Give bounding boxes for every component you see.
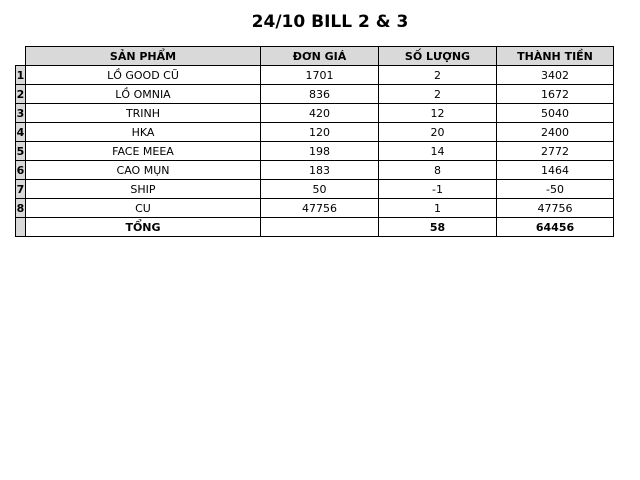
qty-cell: 20 bbox=[379, 123, 497, 142]
row-index: 2 bbox=[16, 85, 26, 104]
header-total: THÀNH TIỀN bbox=[497, 47, 614, 66]
row-index: 4 bbox=[16, 123, 26, 142]
total-cell: 3402 bbox=[497, 66, 614, 85]
qty-cell: -1 bbox=[379, 180, 497, 199]
qty-cell: 1 bbox=[379, 199, 497, 218]
product-cell: SHIP bbox=[26, 180, 261, 199]
footer-index-cell bbox=[16, 218, 26, 237]
price-cell: 47756 bbox=[261, 199, 379, 218]
row-index: 5 bbox=[16, 142, 26, 161]
footer-price bbox=[261, 218, 379, 237]
qty-cell: 8 bbox=[379, 161, 497, 180]
table-row bbox=[16, 66, 614, 85]
table-row bbox=[16, 123, 614, 142]
footer-qty: 58 bbox=[379, 218, 497, 237]
row-index: 7 bbox=[16, 180, 26, 199]
table-row bbox=[16, 161, 614, 180]
total-cell: 2400 bbox=[497, 123, 614, 142]
header-price: ĐƠN GIÁ bbox=[261, 47, 379, 66]
product-cell: HKA bbox=[26, 123, 261, 142]
qty-cell: 14 bbox=[379, 142, 497, 161]
qty-cell: 2 bbox=[379, 66, 497, 85]
header-qty: SỐ LƯỢNG bbox=[379, 47, 497, 66]
table-row bbox=[16, 142, 614, 161]
bill-table bbox=[15, 46, 614, 237]
product-cell: CAO MỤN bbox=[26, 161, 261, 180]
product-cell: LỒ OMNIA bbox=[26, 85, 261, 104]
qty-cell: 12 bbox=[379, 104, 497, 123]
table-row bbox=[16, 104, 614, 123]
price-cell: 1701 bbox=[261, 66, 379, 85]
corner-cell bbox=[16, 47, 26, 66]
qty-cell: 2 bbox=[379, 85, 497, 104]
table-row bbox=[16, 85, 614, 104]
total-cell: -50 bbox=[497, 180, 614, 199]
row-index: 1 bbox=[16, 66, 26, 85]
total-cell: 5040 bbox=[497, 104, 614, 123]
table-row bbox=[16, 180, 614, 199]
row-index: 6 bbox=[16, 161, 26, 180]
product-cell: LỒ GOOD CŨ bbox=[26, 66, 261, 85]
footer-total: 64456 bbox=[497, 218, 614, 237]
product-cell: TRINH bbox=[26, 104, 261, 123]
header-row bbox=[16, 47, 614, 66]
total-cell: 2772 bbox=[497, 142, 614, 161]
price-cell: 50 bbox=[261, 180, 379, 199]
page-title: 24/10 BILL 2 & 3 bbox=[251, 12, 409, 32]
price-cell: 198 bbox=[261, 142, 379, 161]
total-cell: 1672 bbox=[497, 85, 614, 104]
price-cell: 183 bbox=[261, 161, 379, 180]
total-cell: 1464 bbox=[497, 161, 614, 180]
price-cell: 836 bbox=[261, 85, 379, 104]
header-product: SẢN PHẨM bbox=[26, 47, 261, 66]
product-cell: FACE MEEA bbox=[26, 142, 261, 161]
row-index: 8 bbox=[16, 199, 26, 218]
row-index: 3 bbox=[16, 104, 26, 123]
table-row bbox=[16, 199, 614, 218]
bill-table-container bbox=[15, 46, 614, 237]
product-cell: CU bbox=[26, 199, 261, 218]
total-cell: 47756 bbox=[497, 199, 614, 218]
price-cell: 420 bbox=[261, 104, 379, 123]
footer-label: TỔNG bbox=[26, 218, 261, 237]
footer-row bbox=[16, 218, 614, 237]
price-cell: 120 bbox=[261, 123, 379, 142]
